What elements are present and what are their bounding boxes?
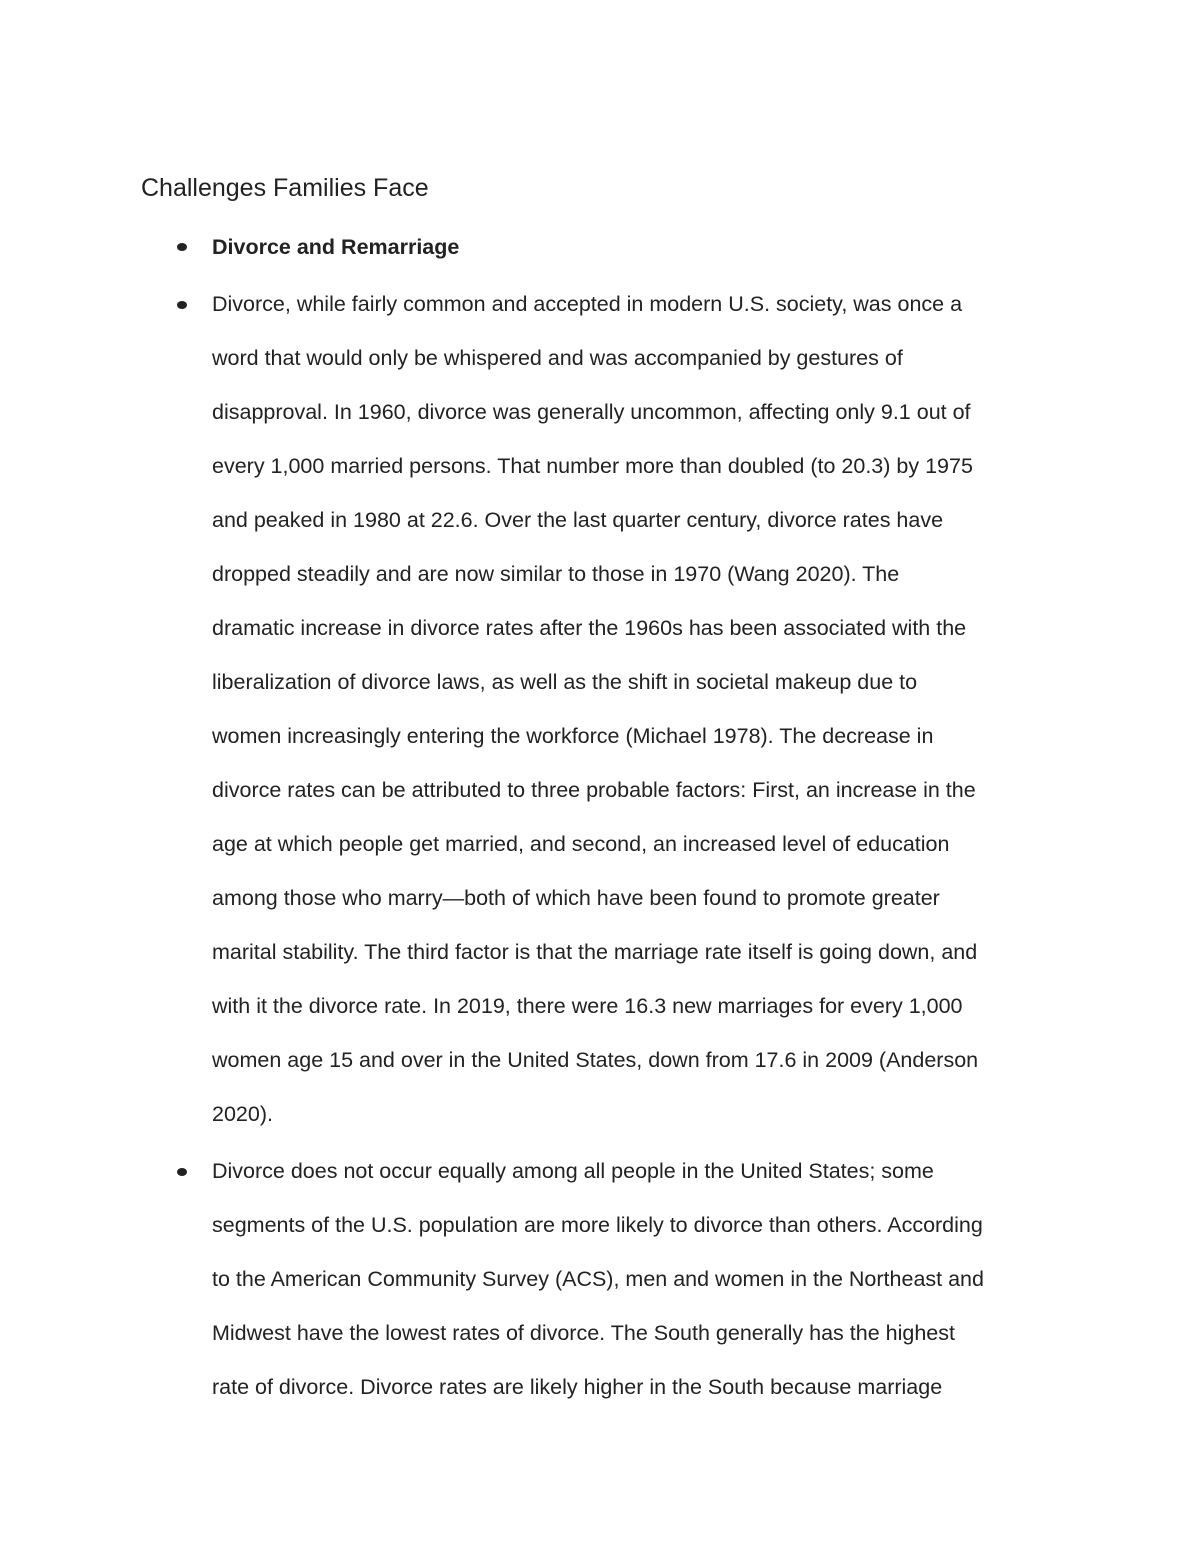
- text-line: every 1,000 married persons. That number more than doubled (to 20.3) by 1975: [212, 454, 973, 478]
- text-line: segments of the U.S. population are more likely to divorce than others. According: [212, 1213, 983, 1237]
- text-line: dropped steadily and are now similar to those in 1970 (Wang 2020). The: [212, 562, 900, 586]
- text-line: to the American Community Survey (ACS), men and women in the Northeast and: [212, 1267, 984, 1291]
- text-line: Divorce, while fairly common and accepted in modern U.S. society, was once a: [212, 292, 963, 316]
- text-line: marital stability. The third factor is that the marriage rate itself is going down, and: [212, 940, 978, 964]
- bullet-dot-icon: [177, 243, 187, 251]
- text-line: dramatic increase in divorce rates after the 1960s has been associated with the: [212, 616, 967, 640]
- text-line: age at which people get married, and second, an increased level of education: [212, 832, 950, 856]
- text-line: and peaked in 1980 at 22.6. Over the last quarter century, divorce rates have: [212, 508, 944, 532]
- bullet-dot-icon: [177, 1168, 187, 1176]
- text-line: liberalization of divorce laws, as well as the shift in societal makeup due to: [212, 670, 918, 694]
- text-line: Divorce does not occur equally among all people in the United States; some: [212, 1159, 934, 1183]
- text-line: rate of divorce. Divorce rates are likely higher in the South because marriage: [212, 1375, 943, 1399]
- paragraph-2: [212, 1144, 1072, 1414]
- text-line: disapproval. In 1960, divorce was generally uncommon, affecting only 9.1 out of: [212, 400, 971, 424]
- section-heading: Divorce and Remarriage: [212, 235, 460, 259]
- text-line: 2020).: [212, 1102, 273, 1126]
- text-line: women age 15 and over in the United States, down from 17.6 in 2009 (Anderson: [212, 1048, 979, 1072]
- text-line: with it the divorce rate. In 2019, there were 16.3 new marriages for every 1,000: [212, 994, 963, 1018]
- text-line: women increasingly entering the workforce (Michael 1978). The decrease in: [212, 724, 934, 748]
- bullet-dot-icon: [177, 301, 187, 309]
- text-line: divorce rates can be attributed to three probable factors: First, an increase in the: [212, 778, 976, 802]
- document-title: Challenges Families Face: [141, 174, 429, 202]
- text-line: Midwest have the lowest rates of divorce. The South generally has the highest: [212, 1321, 955, 1345]
- text-line: among those who marry—both of which have been found to promote greater: [212, 886, 940, 910]
- paragraph-1: [212, 277, 1072, 1141]
- text-line: word that would only be whispered and was accompanied by gestures of: [212, 346, 903, 370]
